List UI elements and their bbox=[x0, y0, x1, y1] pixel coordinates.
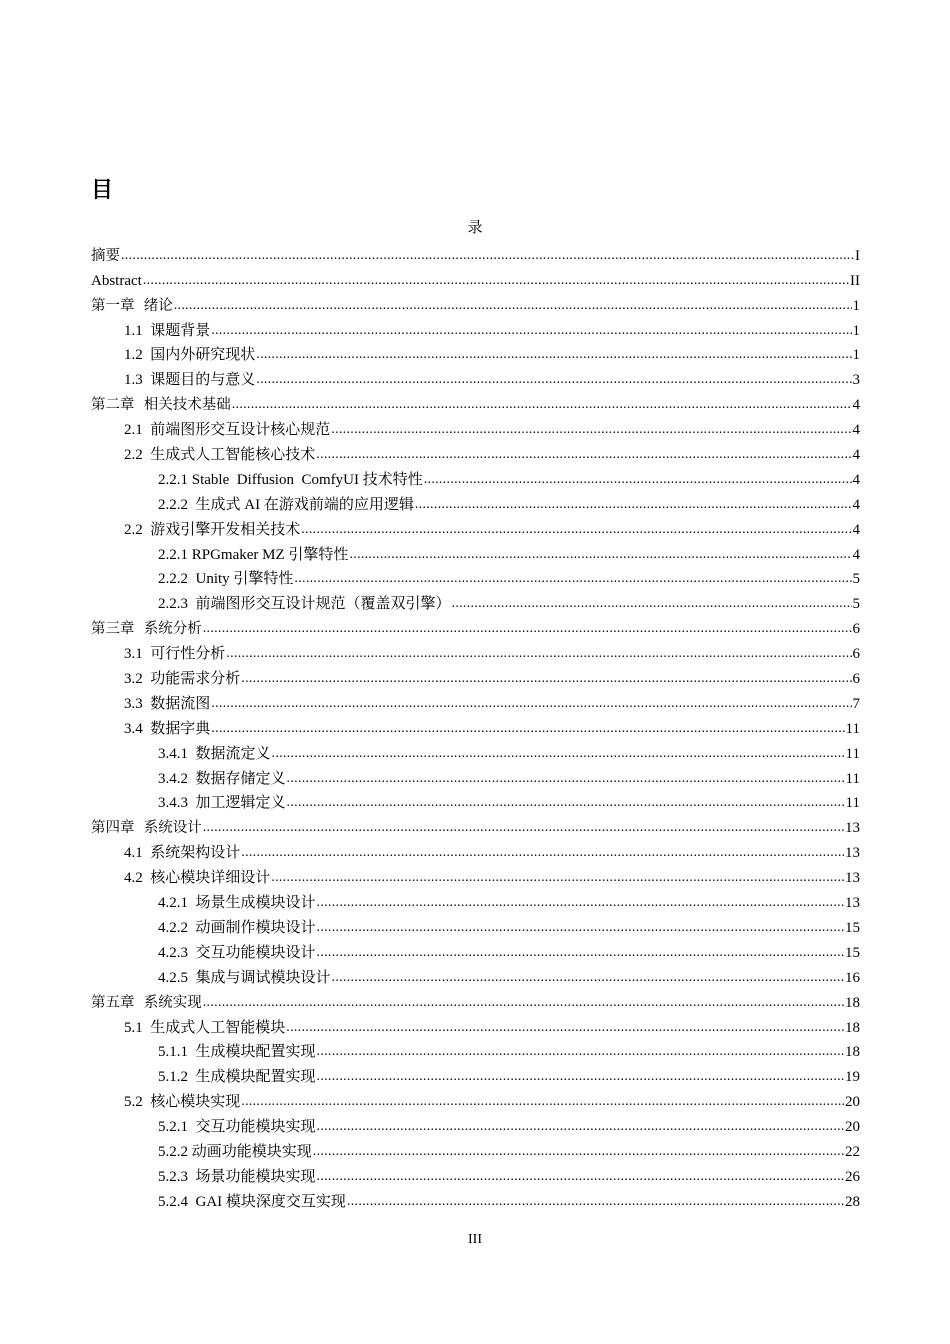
toc-dot-leader bbox=[211, 321, 851, 341]
toc-entry-page-number: 11 bbox=[845, 770, 860, 787]
toc-entry-label: 5.2.3 场景功能模块实现 bbox=[158, 1168, 316, 1185]
toc-entry-page-number: II bbox=[850, 272, 860, 289]
toc-entry[interactable] bbox=[91, 888, 860, 913]
toc-entry[interactable] bbox=[91, 614, 860, 639]
table-of-contents bbox=[91, 241, 860, 1212]
toc-entry-label: 第四章 系统设计 bbox=[91, 820, 202, 837]
toc-entry[interactable] bbox=[91, 689, 860, 714]
toc-entry-label: 2.2.3 前端图形交互设计规范（覆盖双引擎） bbox=[158, 596, 451, 613]
toc-dot-leader bbox=[226, 644, 851, 664]
toc-dot-leader bbox=[313, 1142, 844, 1162]
toc-entry-label: 第五章 系统实现 bbox=[91, 994, 202, 1011]
toc-entry[interactable] bbox=[91, 863, 860, 888]
toc-entry-page-number: 11 bbox=[845, 745, 860, 762]
toc-heading-first-char: 目 bbox=[91, 178, 114, 203]
toc-dot-leader bbox=[256, 370, 851, 390]
toc-entry[interactable] bbox=[91, 838, 860, 863]
toc-entry-label: 1.2 国内外研究现状 bbox=[124, 347, 256, 364]
toc-dot-leader bbox=[286, 1018, 844, 1038]
toc-dot-leader bbox=[316, 445, 851, 465]
toc-entry-label: 3.2 功能需求分析 bbox=[124, 671, 241, 688]
toc-entry-label: 5.2.4 GAI 模块深度交互实现 bbox=[158, 1193, 346, 1210]
toc-entry-page-number: 4 bbox=[852, 422, 860, 439]
toc-entry[interactable] bbox=[91, 565, 860, 590]
toc-dot-leader bbox=[349, 545, 851, 565]
toc-entry-page-number: I bbox=[855, 247, 860, 264]
toc-entry-label: 3.1 可行性分析 bbox=[124, 646, 226, 663]
toc-entry-label: 2.2.1 RPGmaker MZ 引擎特性 bbox=[158, 546, 349, 563]
toc-dot-leader bbox=[317, 943, 844, 963]
toc-entry[interactable] bbox=[91, 291, 860, 316]
toc-dot-leader bbox=[271, 868, 844, 888]
toc-dot-leader bbox=[203, 818, 844, 838]
toc-dot-leader bbox=[256, 345, 851, 365]
toc-dot-leader bbox=[317, 1117, 844, 1137]
toc-dot-leader bbox=[347, 1192, 844, 1212]
toc-entry-page-number: 20 bbox=[845, 1119, 860, 1136]
toc-entry[interactable] bbox=[91, 490, 860, 515]
footer-page-number: III bbox=[468, 1232, 482, 1247]
toc-entry[interactable] bbox=[91, 1137, 860, 1162]
toc-dot-leader bbox=[301, 520, 851, 540]
toc-dot-leader bbox=[203, 619, 852, 639]
toc-entry-page-number: 15 bbox=[845, 944, 860, 961]
toc-heading-second-char: 录 bbox=[467, 220, 483, 236]
toc-dot-leader bbox=[241, 669, 851, 689]
toc-entry-page-number: 13 bbox=[845, 845, 860, 862]
toc-entry-page-number: 13 bbox=[845, 895, 860, 912]
toc-dot-leader bbox=[317, 1067, 844, 1087]
toc-entry-page-number: 1 bbox=[852, 322, 860, 339]
toc-entry-label: 2.2.1 Stable Diffusion ComfyUI 技术特性 bbox=[158, 471, 423, 488]
toc-entry[interactable] bbox=[91, 988, 860, 1013]
toc-entry-label: 第三章 系统分析 bbox=[91, 621, 202, 638]
toc-entry[interactable] bbox=[91, 266, 860, 291]
toc-dot-leader bbox=[294, 569, 851, 589]
toc-entry-page-number: 1 bbox=[852, 297, 860, 314]
toc-entry[interactable] bbox=[91, 365, 860, 390]
toc-entry[interactable] bbox=[91, 589, 860, 614]
toc-dot-leader bbox=[211, 694, 851, 714]
toc-entry-page-number: 4 bbox=[852, 471, 860, 488]
toc-entry-label: 4.2.2 动画制作模块设计 bbox=[158, 919, 316, 936]
toc-entry[interactable] bbox=[91, 1013, 860, 1038]
toc-entry-page-number: 6 bbox=[852, 621, 860, 638]
toc-entry-label: 3.4.2 数据存储定义 bbox=[158, 770, 286, 787]
toc-entry-label: 4.2.5 集成与调试模块设计 bbox=[158, 969, 331, 986]
toc-entry-page-number: 4 bbox=[852, 546, 860, 563]
toc-entry-page-number: 11 bbox=[845, 720, 860, 737]
toc-entry-label: 3.3 数据流图 bbox=[124, 695, 211, 712]
toc-entry-label: 1.3 课题目的与意义 bbox=[124, 372, 256, 389]
toc-entry-page-number: 7 bbox=[852, 695, 860, 712]
toc-entry-label: 3.4.1 数据流定义 bbox=[158, 745, 271, 762]
toc-entry[interactable] bbox=[91, 764, 860, 789]
toc-dot-leader bbox=[121, 246, 854, 266]
toc-dot-leader bbox=[287, 769, 845, 789]
toc-dot-leader bbox=[452, 594, 852, 614]
toc-dot-leader bbox=[203, 993, 844, 1013]
toc-dot-leader bbox=[272, 744, 845, 764]
toc-dot-leader bbox=[232, 395, 852, 415]
toc-dot-leader bbox=[211, 719, 844, 739]
toc-entry-label: 第二章 相关技术基础 bbox=[91, 397, 231, 414]
toc-dot-leader bbox=[317, 893, 844, 913]
toc-entry[interactable] bbox=[91, 540, 860, 565]
toc-entry[interactable] bbox=[91, 1062, 860, 1087]
toc-entry-label: 4.2.1 场景生成模块设计 bbox=[158, 895, 316, 912]
toc-entry-label: 5.1.2 生成模块配置实现 bbox=[158, 1069, 316, 1086]
toc-entry-page-number: 19 bbox=[845, 1069, 860, 1086]
toc-entry-label: 3.4 数据字典 bbox=[124, 720, 211, 737]
toc-dot-leader bbox=[174, 296, 852, 316]
toc-entry[interactable] bbox=[91, 789, 860, 814]
toc-dot-leader bbox=[317, 1042, 844, 1062]
toc-entry-label: 1.1 课题背景 bbox=[124, 322, 211, 339]
toc-entry-label: 2.2 游戏引擎开发相关技术 bbox=[124, 521, 301, 538]
toc-entry-page-number: 28 bbox=[845, 1193, 860, 1210]
toc-dot-leader bbox=[241, 1092, 844, 1112]
toc-entry[interactable] bbox=[91, 938, 860, 963]
toc-entry-label: 5.2.1 交互功能模块实现 bbox=[158, 1119, 316, 1136]
toc-dot-leader bbox=[241, 843, 844, 863]
toc-entry-page-number: 13 bbox=[845, 870, 860, 887]
toc-entry-label: 4.2.3 交互功能模块设计 bbox=[158, 944, 316, 961]
toc-entry-label: 2.2 生成式人工智能核心技术 bbox=[124, 447, 316, 464]
toc-entry-page-number: 1 bbox=[852, 347, 860, 364]
toc-entry-label: 5.2.2 动画功能模块实现 bbox=[158, 1143, 312, 1160]
toc-entry-page-number: 15 bbox=[845, 919, 860, 936]
toc-entry[interactable] bbox=[91, 813, 860, 838]
toc-entry[interactable] bbox=[91, 241, 860, 266]
toc-entry-page-number: 4 bbox=[852, 397, 860, 414]
toc-entry-label: 2.2.2 Unity 引擎特性 bbox=[158, 571, 294, 588]
toc-entry[interactable] bbox=[91, 465, 860, 490]
toc-entry[interactable] bbox=[91, 1087, 860, 1112]
toc-entry[interactable] bbox=[91, 739, 860, 764]
toc-entry-page-number: 4 bbox=[852, 521, 860, 538]
toc-entry-label: 2.2.2 生成式 AI 在游戏前端的应用逻辑 bbox=[158, 496, 414, 513]
toc-entry-label: 5.1 生成式人工智能模块 bbox=[124, 1019, 286, 1036]
toc-dot-leader bbox=[317, 1167, 844, 1187]
toc-entry[interactable] bbox=[91, 440, 860, 465]
toc-entry-label: 2.1 前端图形交互设计核心规范 bbox=[124, 422, 331, 439]
toc-dot-leader bbox=[424, 470, 852, 490]
toc-entry-page-number: 13 bbox=[845, 820, 860, 837]
toc-dot-leader bbox=[287, 793, 845, 813]
toc-entry-label: 5.1.1 生成模块配置实现 bbox=[158, 1044, 316, 1061]
toc-entry-label: 4.2 核心模块详细设计 bbox=[124, 870, 271, 887]
toc-entry[interactable] bbox=[91, 913, 860, 938]
toc-entry-page-number: 5 bbox=[852, 596, 860, 613]
toc-entry-page-number: 5 bbox=[852, 571, 860, 588]
toc-entry-page-number: 18 bbox=[845, 1044, 860, 1061]
toc-entry-page-number: 6 bbox=[852, 671, 860, 688]
toc-entry-page-number: 18 bbox=[845, 994, 860, 1011]
toc-entry-page-number: 3 bbox=[852, 372, 860, 389]
toc-entry[interactable] bbox=[91, 1187, 860, 1212]
toc-entry[interactable] bbox=[91, 390, 860, 415]
toc-entry[interactable] bbox=[91, 341, 860, 366]
toc-dot-leader bbox=[415, 495, 852, 515]
toc-entry[interactable] bbox=[91, 639, 860, 664]
toc-entry-label: 第一章 绪论 bbox=[91, 297, 173, 314]
toc-entry[interactable] bbox=[91, 714, 860, 739]
toc-entry-label: Abstract bbox=[91, 272, 142, 289]
toc-entry[interactable] bbox=[91, 1038, 860, 1063]
toc-entry-page-number: 22 bbox=[845, 1143, 860, 1160]
toc-entry-label: 5.2 核心模块实现 bbox=[124, 1094, 241, 1111]
toc-entry-label: 4.1 系统架构设计 bbox=[124, 845, 241, 862]
toc-entry[interactable] bbox=[91, 1162, 860, 1187]
toc-entry-page-number: 26 bbox=[845, 1168, 860, 1185]
toc-entry[interactable] bbox=[91, 963, 860, 988]
toc-dot-leader bbox=[332, 968, 844, 988]
toc-entry-page-number: 4 bbox=[852, 447, 860, 464]
toc-entry[interactable] bbox=[91, 316, 860, 341]
toc-entry-page-number: 16 bbox=[845, 969, 860, 986]
toc-entry-page-number: 20 bbox=[845, 1094, 860, 1111]
toc-entry-label: 3.4.3 加工逻辑定义 bbox=[158, 795, 286, 812]
toc-entry-page-number: 18 bbox=[845, 1019, 860, 1036]
toc-entry[interactable] bbox=[91, 415, 860, 440]
toc-dot-leader bbox=[317, 918, 844, 938]
toc-entry-page-number: 6 bbox=[852, 646, 860, 663]
toc-entry[interactable] bbox=[91, 515, 860, 540]
toc-entry-label: 摘要 bbox=[91, 247, 120, 264]
toc-entry-page-number: 11 bbox=[845, 795, 860, 812]
toc-entry-page-number: 4 bbox=[852, 496, 860, 513]
toc-dot-leader bbox=[331, 420, 851, 440]
toc-dot-leader bbox=[143, 271, 849, 291]
toc-entry[interactable] bbox=[91, 1112, 860, 1137]
toc-entry[interactable] bbox=[91, 664, 860, 689]
